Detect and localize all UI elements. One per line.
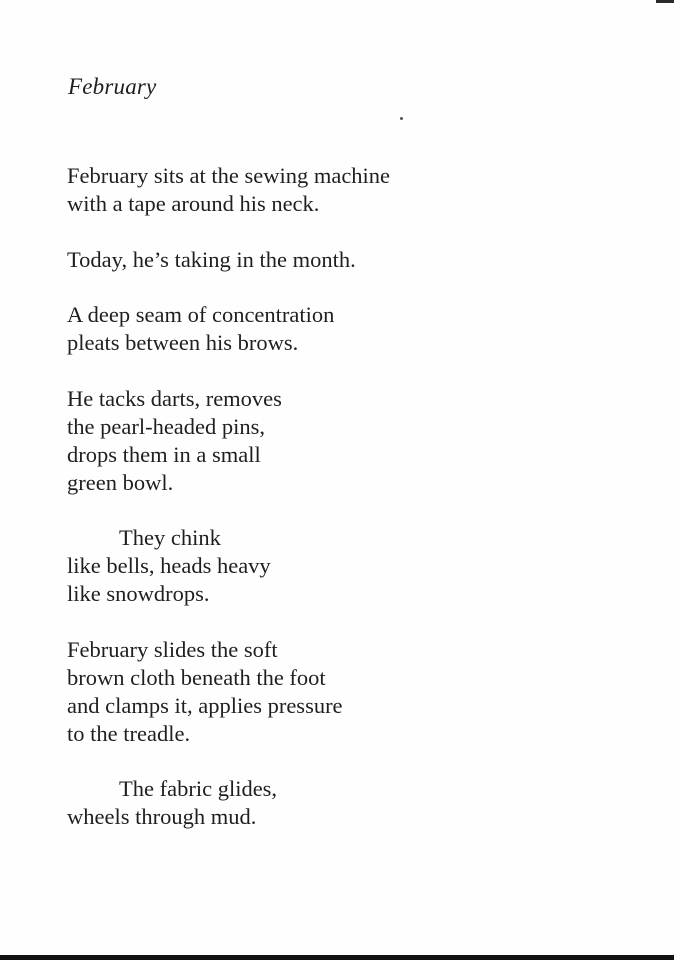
stanza-2 bbox=[67, 246, 627, 274]
poem-line: A deep seam of concentration bbox=[67, 302, 335, 327]
scan-speck bbox=[400, 117, 403, 120]
poem-line: wheels through mud. bbox=[67, 804, 257, 829]
poem-body bbox=[67, 162, 627, 859]
poem-line: with a tape around his neck. bbox=[67, 191, 320, 216]
poem-line: drops them in a small bbox=[67, 441, 261, 467]
stanza-1 bbox=[67, 162, 627, 218]
stanza-4 bbox=[67, 385, 627, 497]
poem-line: like snowdrops. bbox=[67, 581, 210, 606]
poem-line: green bowl. bbox=[67, 469, 174, 495]
stanza-7 bbox=[67, 775, 627, 831]
poem-line: like bells, heads heavy bbox=[67, 553, 271, 578]
poem-line: brown cloth beneath the foot bbox=[67, 664, 326, 690]
stanza-3 bbox=[67, 301, 627, 357]
poem-title: February bbox=[68, 74, 157, 99]
poem-line-indented: The fabric glides, bbox=[119, 776, 278, 801]
poem-line: February sits at the sewing machine bbox=[67, 163, 391, 188]
poem-line: pleats between his brows. bbox=[67, 330, 299, 355]
poem-line-indented: They chink bbox=[119, 525, 221, 550]
scan-corner-mark bbox=[656, 0, 674, 3]
poem-line: the pearl-headed pins, bbox=[67, 413, 266, 439]
poem-line: and clamps it, applies pressure bbox=[67, 692, 343, 718]
poem-line: Today, he’s taking in the month. bbox=[67, 246, 356, 272]
scan-bottom-edge bbox=[0, 955, 674, 960]
poem-line: to the treadle. bbox=[67, 720, 191, 746]
poem-line: February slides the soft bbox=[67, 636, 278, 662]
stanza-6 bbox=[67, 636, 627, 748]
stanza-5 bbox=[67, 524, 627, 608]
poem-line: He tacks darts, removes bbox=[67, 385, 282, 411]
